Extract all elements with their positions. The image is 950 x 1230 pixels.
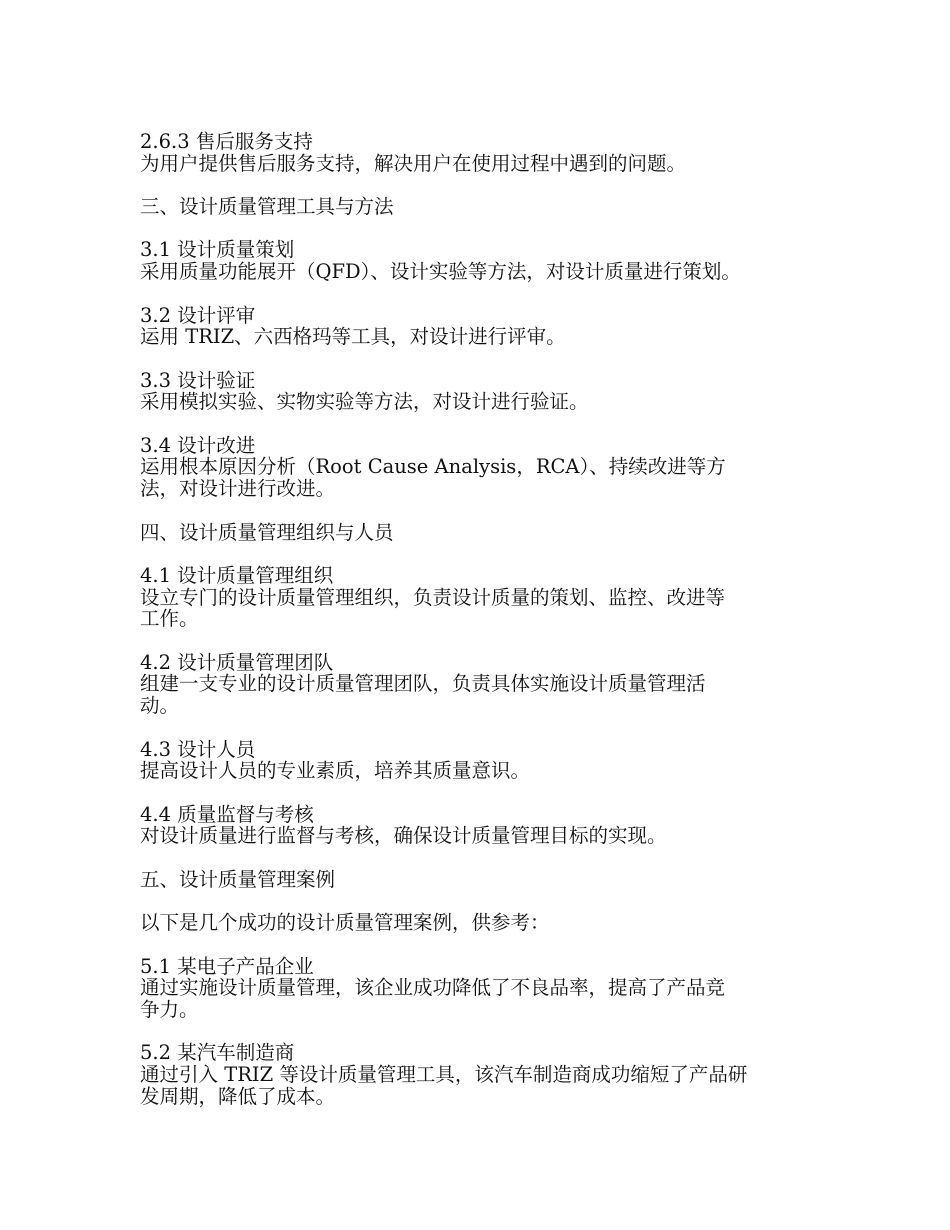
subsection-heading: 5.1 某电子产品企业 (140, 954, 314, 978)
paragraph-line: 争力。 (140, 997, 199, 1021)
subsection-heading: 2.6.3 售后服务支持 (140, 130, 313, 153)
subsection-heading: 4.4 质量监督与考核 (140, 802, 314, 826)
subsection-heading: 4.2 设计质量管理团队 (140, 650, 334, 674)
paragraph-line: 通过引入 TRIZ 等设计质量管理工具，该汽车制造商成功缩短了产品研 (140, 1063, 748, 1087)
subsection (140, 804, 810, 847)
document-body (140, 131, 810, 1129)
subsection (140, 652, 810, 717)
subsection (140, 956, 810, 1021)
paragraph-line: 法，对设计进行改进。 (140, 477, 336, 501)
paragraph-line: 组建一支专业的设计质量管理团队，负责具体实施设计质量管理活 (140, 672, 706, 696)
section-heading: 四、设计质量管理组织与人员 (140, 520, 394, 544)
paragraph-line: 采用模拟实验、实物实验等方法，对设计进行验证。 (140, 390, 589, 414)
paragraph-line: 设立专门的设计质量管理组织，负责设计质量的策划、监控、改进等 (140, 585, 726, 609)
subsection (140, 370, 810, 413)
section-heading: 五、设计质量管理案例 (140, 867, 336, 891)
paragraph-line: 发周期，降低了成本。 (140, 1084, 336, 1108)
subsection-heading: 3.3 设计验证 (140, 368, 256, 392)
section-heading: 以下是几个成功的设计质量管理案例，供参考： (140, 911, 550, 935)
subsection (140, 239, 810, 282)
subsection (140, 131, 810, 174)
paragraph-line: 为用户提供售后服务支持，解决用户在使用过程中遇到的问题。 (140, 151, 687, 175)
subsection-heading: 5.2 某汽车制造商 (140, 1041, 295, 1065)
paragraph-line: 工作。 (140, 607, 199, 631)
paragraph-line: 运用根本原因分析（Root Cause Analysis，RCA）、持续改进等方 (140, 455, 726, 479)
subsection (140, 435, 810, 500)
subsection (140, 305, 810, 348)
subsection (140, 1042, 810, 1107)
section-heading: 三、设计质量管理工具与方法 (140, 195, 394, 219)
paragraph-line: 通过实施设计质量管理，该企业成功降低了不良品率，提高了产品竞 (140, 976, 726, 1000)
paragraph-line: 动。 (140, 694, 180, 718)
paragraph-line: 采用质量功能展开（QFD）、设计实验等方法，对设计质量进行策划。 (140, 260, 741, 284)
subsection-heading: 3.1 设计质量策划 (140, 238, 295, 262)
paragraph-line: 对设计质量进行监督与考核，确保设计质量管理目标的实现。 (140, 824, 667, 848)
paragraph-line: 提高设计人员的专业素质，培养其质量意识。 (140, 759, 531, 783)
paragraph-line: 运用 TRIZ、六西格玛等工具，对设计进行评审。 (140, 325, 566, 349)
subsection-heading: 3.2 设计评审 (140, 303, 256, 327)
subsection-heading: 4.3 设计人员 (140, 737, 256, 761)
subsection (140, 739, 810, 782)
subsection-heading: 3.4 设计改进 (140, 433, 256, 457)
subsection (140, 565, 810, 630)
subsection-heading: 4.1 设计质量管理组织 (140, 563, 334, 587)
